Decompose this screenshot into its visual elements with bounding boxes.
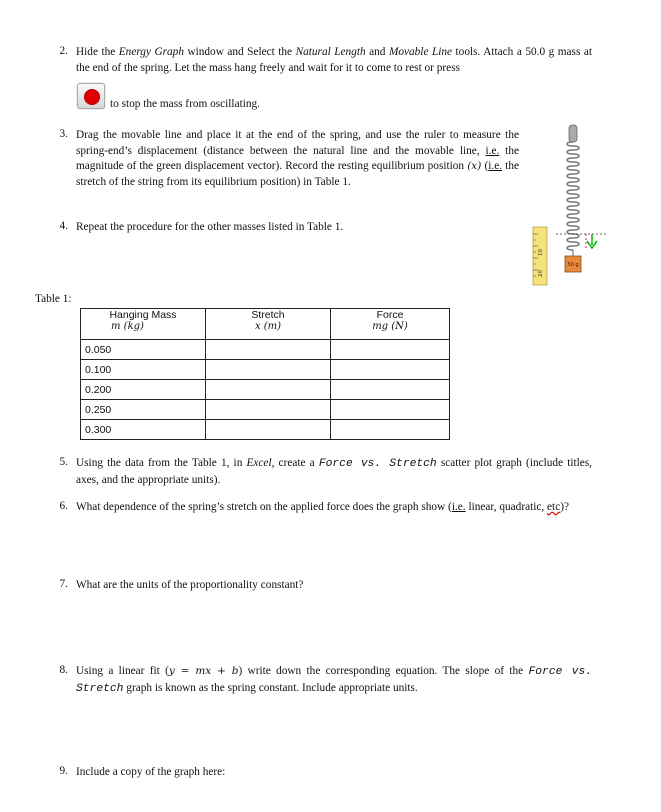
table-caption: Table 1: — [35, 293, 72, 305]
table-row — [81, 360, 450, 380]
question-6-number: 6. — [59, 500, 68, 512]
mass-cell: 0.250 — [81, 400, 206, 420]
ruler-label-20: 20 — [538, 270, 544, 277]
header-hanging-mass: Hanging Mass m (kg) — [81, 309, 206, 340]
spring-anchor — [569, 125, 577, 142]
mass-cell: 0.100 — [81, 360, 206, 380]
mass-cell: 0.200 — [81, 380, 206, 400]
ruler-label-10: 10 — [538, 249, 544, 256]
question-3-number: 3. — [59, 128, 68, 140]
question-8-number: 8. — [59, 664, 68, 676]
force-cell[interactable] — [331, 420, 450, 440]
question-5-text: Using the data from the Table 1, in Excel, create a Force vs. Stretch scatter plot graph (include titles, axes, and the appropriate units). — [76, 457, 593, 486]
spring-simulation-image — [528, 122, 606, 288]
table-row — [81, 340, 450, 360]
mass-label: 50 g — [567, 262, 579, 268]
question-5-number: 5. — [59, 456, 68, 468]
question-3-text: Drag the movable line and place it at the end of the spring, and use the ruler to measure the spring-end’s displacement (distance between the natural line and the movable line, i.e. the magnitude of the green displacement vector). Record the resting equilibrium position (x) (i.e. the stretch of the string from its equilibrium position) in Table 1. — [76, 129, 519, 188]
header-force: Force mg (N) — [331, 309, 450, 340]
stretch-cell[interactable] — [206, 420, 331, 440]
mass-cell: 0.050 — [81, 340, 206, 360]
force-cell[interactable] — [331, 340, 450, 360]
stretch-cell[interactable] — [206, 340, 331, 360]
question-2-text: Hide the Energy Graph window and Select the Natural Length and Movable Line tools. Attach a 50.0 g mass at the end of the spring. Let the mass hang freely and wait for it to come to rest or press — [76, 46, 592, 74]
stop-button[interactable] — [77, 83, 105, 109]
force-cell[interactable] — [331, 360, 450, 380]
question-4-number: 4. — [59, 220, 68, 232]
question-2-text-continued: to stop the mass from oscillating. — [110, 98, 260, 110]
question-7-text: What are the units of the proportionality constant? — [76, 579, 304, 591]
table-row — [81, 400, 450, 420]
table-header-row — [81, 309, 450, 340]
question-6-text: What dependence of the spring’s stretch on the applied force does the graph show (i.e. linear, quadratic, etc)? — [76, 501, 569, 513]
force-cell[interactable] — [331, 400, 450, 420]
stop-icon — [84, 89, 100, 105]
question-2-number: 2. — [59, 45, 68, 57]
table-row — [81, 380, 450, 400]
question-8-text: Using a linear fit (y = mx + b) write down the corresponding equation. The slope of the Force vs. Stretch graph is known as the spring constant. Include appropriate units. — [76, 665, 593, 695]
force-cell[interactable] — [331, 380, 450, 400]
stretch-cell[interactable] — [206, 380, 331, 400]
question-9-text: Include a copy of the graph here: — [76, 766, 226, 778]
stretch-cell[interactable] — [206, 400, 331, 420]
question-4-text: Repeat the procedure for the other masses listed in Table 1. — [76, 221, 344, 233]
header-stretch: Stretch x (m) — [206, 309, 331, 340]
mass-cell: 0.300 — [81, 420, 206, 440]
stretch-cell[interactable] — [206, 360, 331, 380]
question-7-number: 7. — [59, 578, 68, 590]
table-row — [81, 420, 450, 440]
question-9-number: 9. — [59, 765, 68, 777]
data-table — [80, 308, 450, 440]
